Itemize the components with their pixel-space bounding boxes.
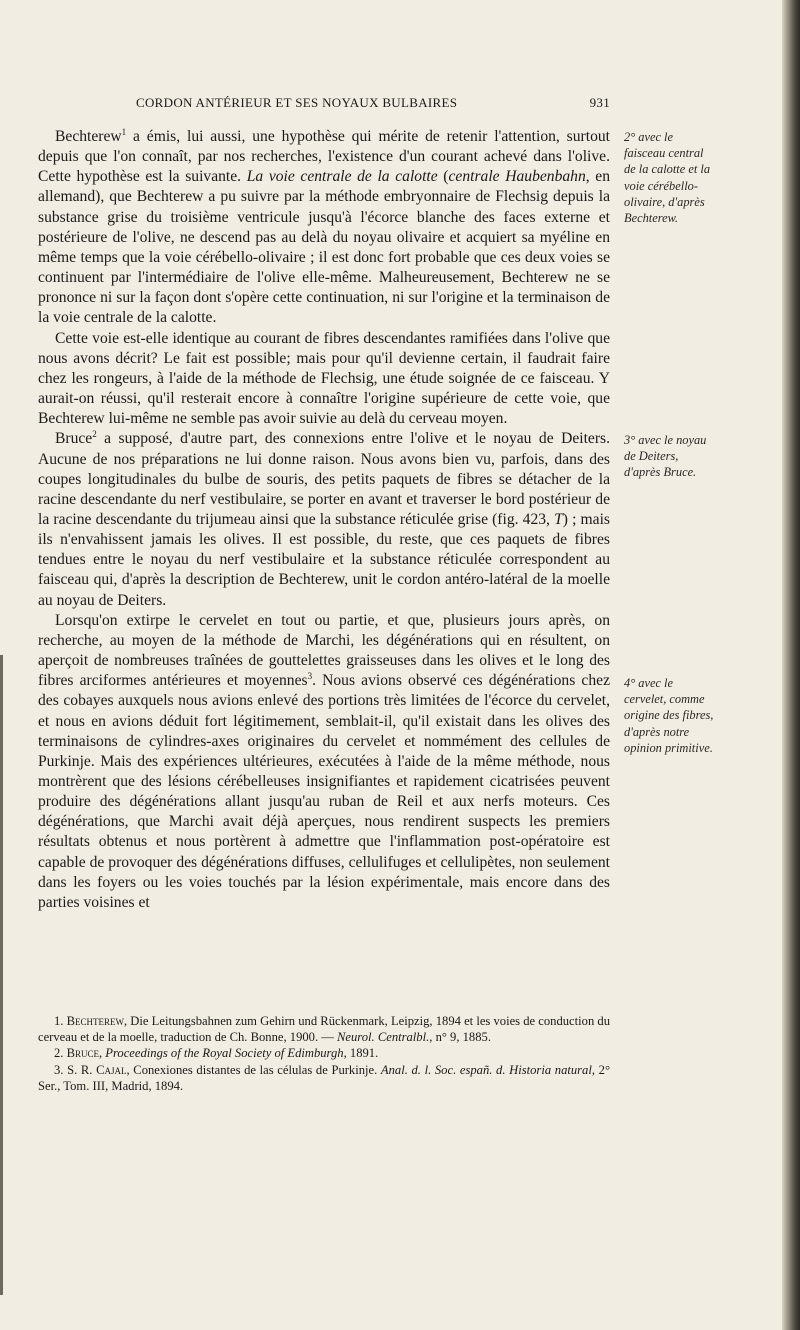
footnote-ref-1: 1 — [121, 127, 127, 137]
text-run: , en allemand), que Bechterew a pu suivre par la méthode embryonnaire de Flechsig depuis la substance grise du troisième ventricule jusqu'à l'écorce blanche des faces externe et postérieure de l'olive, ne descend pas au delà du noyau olivaire et acquiert sa myéline en même temps que la voie cérébello-olivaire ; il est donc fort probable que ces deux voies se continuent par l'intermédiaire de l'olive elle-même. Malheureusement, Bechterew ne se prononce ni sur la façon dont s'opère cette continuation, ni sur l'origine et la terminaison de la voie centrale de la calotte. — [38, 168, 611, 327]
text-run: a émis, lui aussi, une hypothèse qui mérite de retenir l'attention, surtout depuis que l'on connaît, par nos recherches, l'existence d'un courant achevé dans l'olive. Cette hypothèse est la suivante. — [38, 128, 610, 186]
footnote-author: Bruce — [66, 1046, 99, 1061]
text-run: ( — [437, 168, 449, 186]
text-run: Bechterew — [55, 128, 122, 145]
scan-binding-edge — [782, 0, 800, 1330]
paragraph-bechterew — [38, 127, 610, 329]
footnote-number: 2. — [54, 1046, 67, 1061]
margin-note-text: 3° avec le noyau de Deiters, d'après Bruce. — [624, 433, 707, 480]
footnote-author: Cajal — [96, 1062, 127, 1077]
footnotes — [38, 1013, 610, 1094]
text-run: , 1891. — [343, 1046, 379, 1061]
footnote-ref-2: 2 — [92, 429, 97, 440]
footnote-author: Bechterew — [66, 1014, 124, 1028]
text-run: Lorsqu'on extirpe le cervelet en tout ou partie, et que, plusieurs jours après, on recherche, au moyen de la méthode de Marchi, les dégénérations qui en résultent, on aperçoit de nombreuses traînées de gouttelettes graisseuses dans les olives et le long des fibres arciformes antérieures et moyennes — [38, 611, 610, 690]
journal-title: Anal. d. l. Soc. españ. d. Historia natural — [380, 1062, 592, 1077]
journal-title: Neurol. Centralbl. — [337, 1030, 430, 1045]
footnote-ref-3: 3 — [307, 671, 313, 682]
text-run: , Die Leitungsbahnen zum Gehirn und Rückenmark, Leipzig, 1894 et les voies de conduction du cerveau et de la moelle, traduction de Ch. Bonne, 1900. — — [38, 1014, 610, 1045]
text-run: a supposé, d'autre part, des connexions entre l'olive et le noyau de Deiters. Aucune de nos préparations ne lui donne raison. Nous avons bien vu, parfois, dans des coupes longitudinales du bulbe de souris, des petits paquets de fibres se détacher de la racine descendante du nerf vestibulaire, se porter en avant et traverser le bord postérieur de la racine descendante du trijumeau ainsi que la substance réticulée grise (fig. 423, — [38, 430, 610, 528]
italic-term: T — [554, 510, 563, 528]
paragraph-voie-identique: Cette voie est-elle identique au courant de fibres descendantes ramifiées dans l'olive que nous avons décrit? Le fait est possible; mais pour qu'il devienne certain, il faudrait faire chez les rongeurs, à l'aide de la méthode de Flechsig, une étude soignée de ce faisceau. Y aurait-on réussi, qu'il resterait encore à connaître l'origine supérieure de cette voie, que Bechterew lui-même ne semble pas avoir suivie au delà du cerveau moyen. — [38, 329, 610, 428]
text-run: S. R. — [67, 1062, 97, 1077]
paragraph-cervelet — [38, 611, 610, 913]
italic-term: centrale Haubenbahn — [448, 168, 586, 186]
footnote-1 — [38, 1013, 610, 1045]
margin-note-4 — [624, 675, 716, 756]
margin-note-text: 4° avec le cervelet, comme origine des fibres, d'après notre opinion primitive. — [624, 676, 714, 755]
text-run: , — [99, 1046, 106, 1061]
text-run: , n° 9, 1885. — [429, 1030, 491, 1045]
text-run: Bruce — [55, 430, 93, 448]
text-run: , Conexiones distantes de las células de Purkinje. — [126, 1062, 381, 1077]
footnote-number: 1. — [54, 1014, 67, 1028]
paragraph-bruce — [38, 429, 610, 610]
footnote-3 — [38, 1062, 610, 1094]
running-title: CORDON ANTÉRIEUR ET SES NOYAUX BULBAIRES — [136, 95, 458, 110]
margin-note-text: 2° avec le faisceau central de la calotte et la voie cérébello-olivaire, d'après Bechterew. — [624, 130, 711, 226]
page-number: 931 — [589, 95, 610, 110]
text-run: , 2° Ser., Tom. III, Madrid, 1894. — [38, 1062, 610, 1093]
text-run: . Nous avions observé ces dégénérations chez des cobayes auxquels nous avions enlevé des portions très limitées de l'écorce du cervelet, et nous en avions déduit fort légitimement, semblait-il, qu'il existait dans les olives des terminaisons de cylindres-axes originaires du cervelet et nommément des cellules de Purkinje. Mais des expériences ultérieures, exécutées à l'aide de la même méthode, nous montrèrent que des lésions cérébelleuses insignifiantes et rapidement cicatrisées peuvent produire des dégénérations allant jusqu'au ruban de Reil et aux nerfs moteurs. Ces dégénérations, que Marchi avait déjà aperçues, nous rendirent suspects les premiers résultats obtenus et nous portèrent à admettre que l'inflammation post-opératoire est capable de provoquer des dégénérations diffuses, cellulifuges et cellulipètes, non seulement dans les foyers ou les voies touchés par la lésion expérimentale, mais encore dans des parties voisines et — [38, 672, 610, 911]
italic-term: La voie centrale de la calotte — [246, 168, 438, 186]
footnote-number: 3. — [54, 1062, 68, 1077]
main-text — [38, 127, 610, 913]
journal-title: Proceedings of the Royal Society of Edimburgh — [105, 1046, 344, 1061]
footnote-2 — [38, 1045, 610, 1061]
text-run: ) ; mais ils n'envahissent jamais les olives. Il est possible, du reste, que ces paquets de fibres tendues entre le noyau du nerf vestibulaire et la substance réticulée correspondent au faisceau qui, d'après la description de Bechterew, unit le cordon antéro-latéral de la moelle au noyau de Deiters. — [38, 510, 610, 609]
margin-note-2 — [624, 129, 716, 226]
running-header — [38, 92, 610, 112]
margin-note-3 — [624, 432, 716, 481]
scan-shadow-left — [0, 655, 3, 1295]
